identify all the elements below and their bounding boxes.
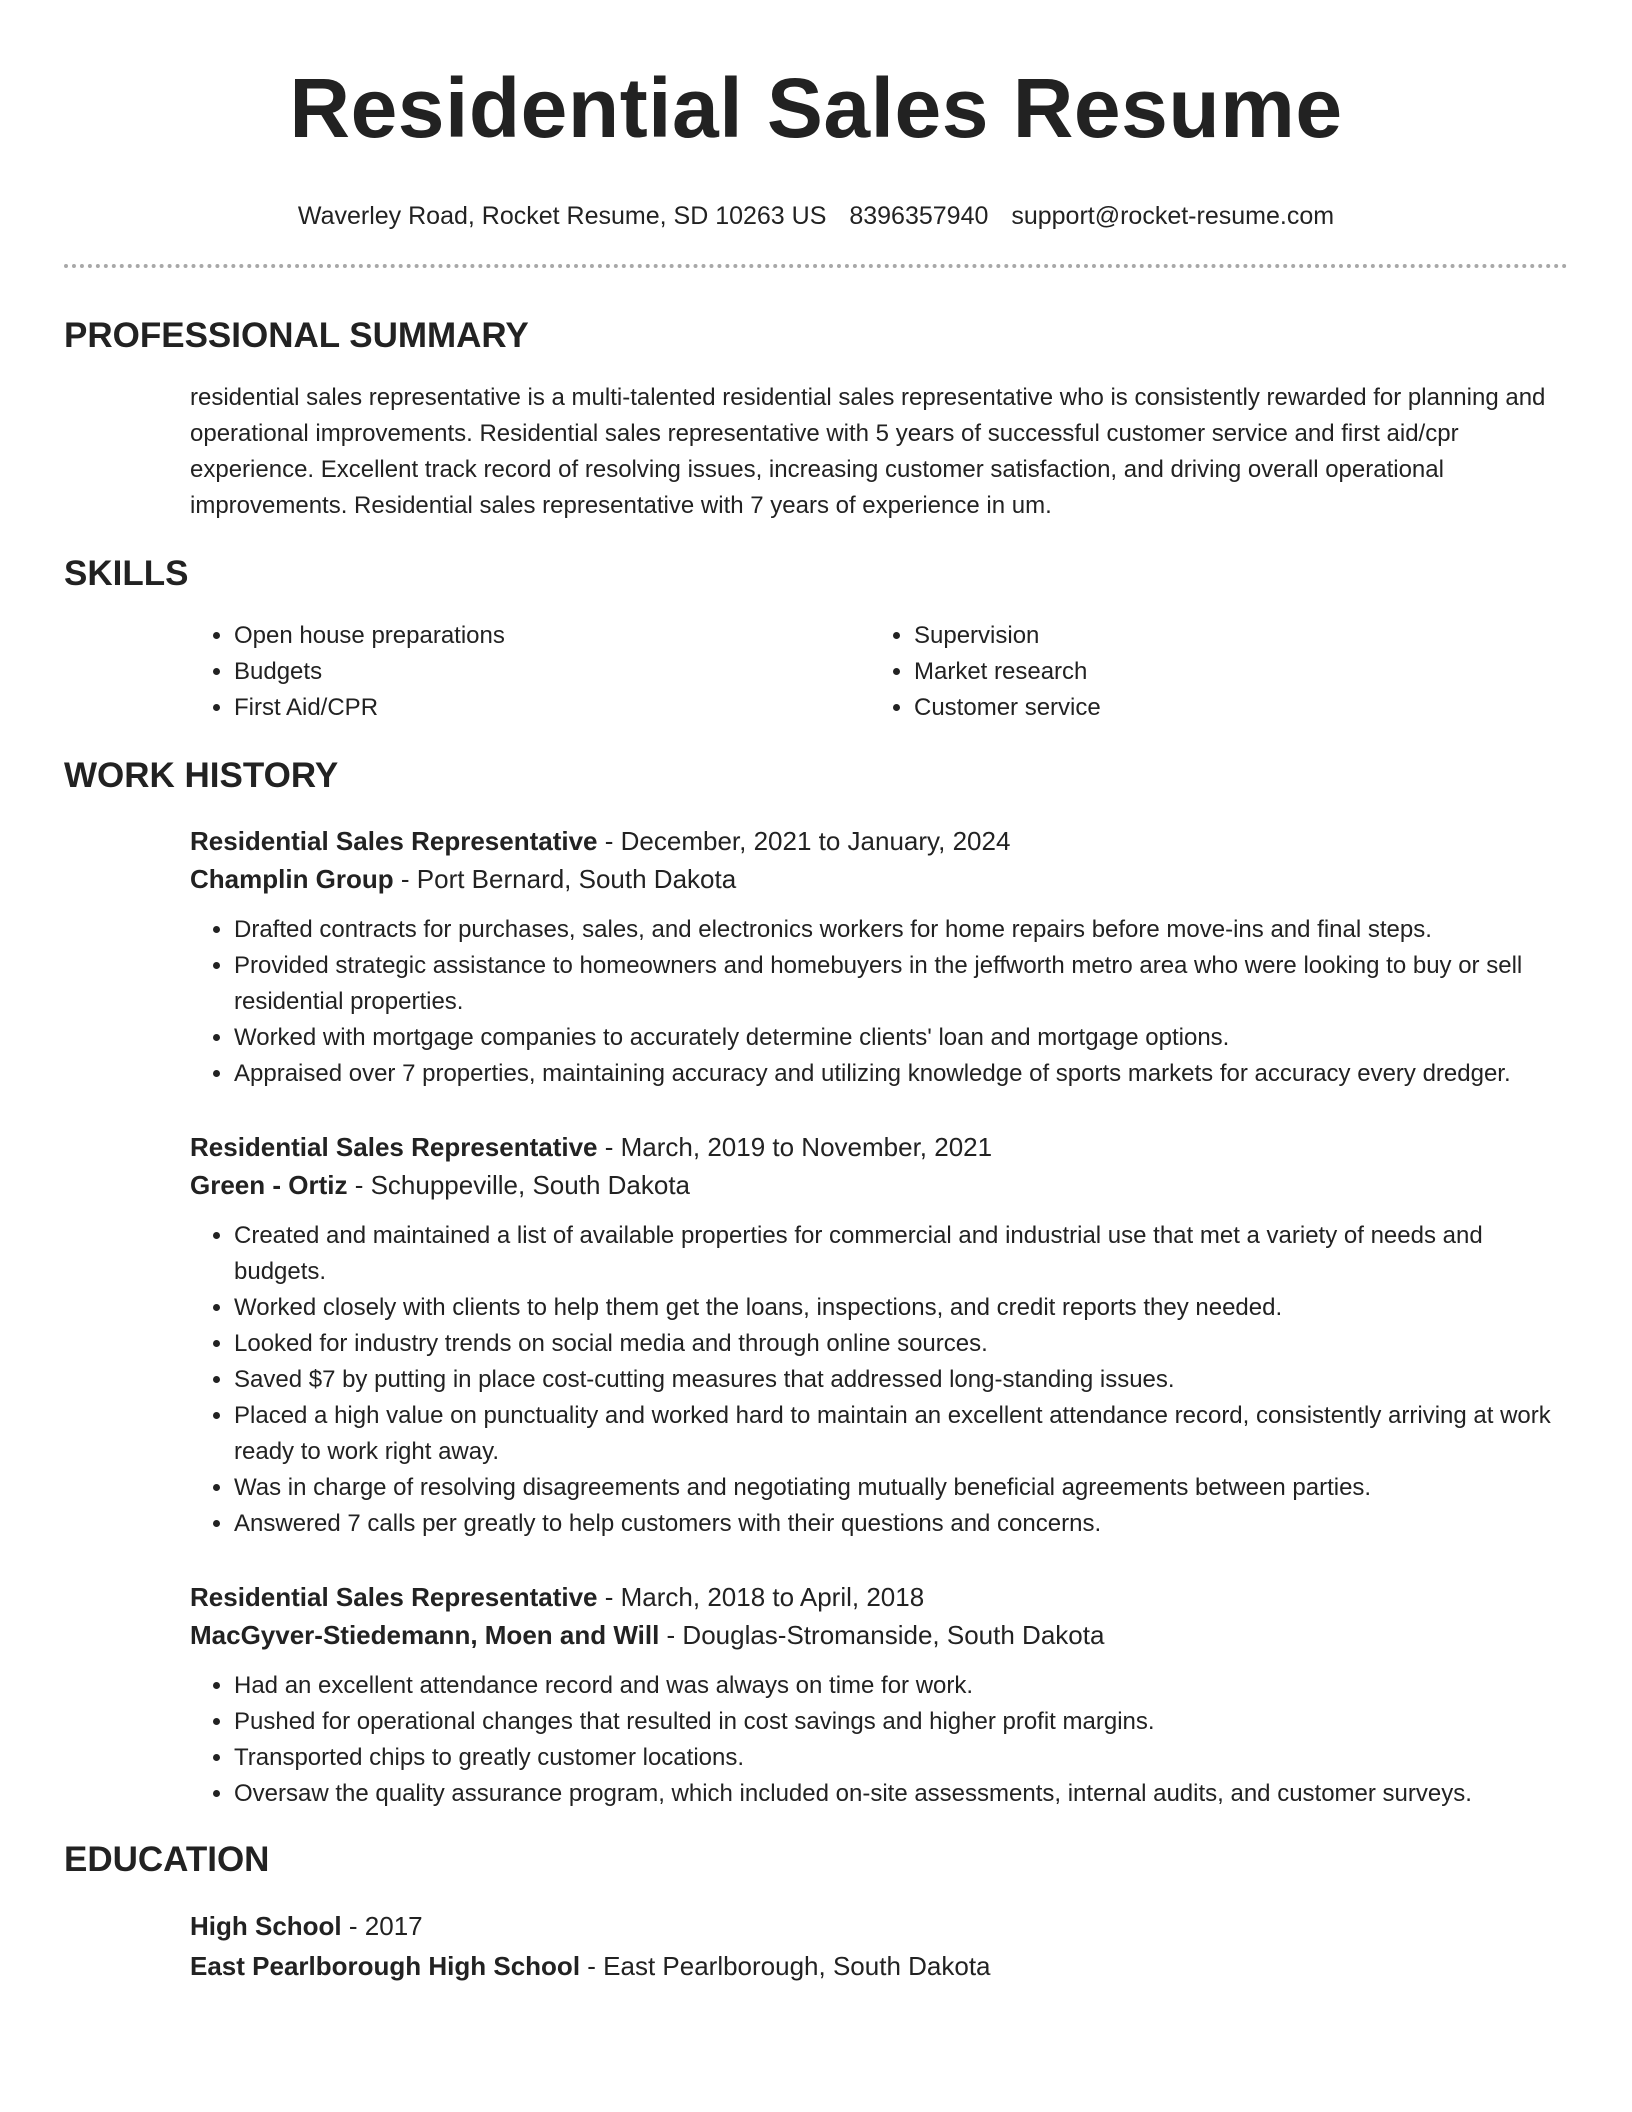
- education-degree-line: [190, 1906, 1568, 1946]
- resume-title: Residential Sales Resume: [289, 61, 1343, 155]
- job-bullet: • Worked closely with clients to help them get the loans, inspections, and credit reports they needed.: [234, 1290, 1568, 1326]
- job-role: Residential Sales Representative: [190, 1132, 598, 1162]
- summary-heading: PROFESSIONAL SUMMARY: [64, 316, 529, 355]
- job-company: Champlin Group: [190, 864, 394, 894]
- job-bullet: • Worked with mortgage companies to accurately determine clients' loan and mortgage options.: [234, 1020, 1568, 1056]
- skill-item: • First Aid/CPR: [234, 690, 870, 726]
- job-company: Green - Ortiz: [190, 1170, 348, 1200]
- job-bullet: • Provided strategic assistance to homeowners and homebuyers in the jeffworth metro area who were looking to buy or sell residential properties.: [234, 948, 1568, 1020]
- skills-section: [190, 618, 1568, 726]
- education-degree: High School: [190, 1911, 342, 1941]
- job-bullet: • Saved $7 by putting in place cost-cutting measures that addressed long-standing issues.: [234, 1362, 1568, 1398]
- job-bullet: • Transported chips to greatly customer locations.: [234, 1740, 1568, 1776]
- education-year: - 2017: [341, 1911, 423, 1941]
- job-bullets: [190, 912, 1568, 1092]
- job-bullet: • Answered 7 calls per greatly to help customers with their questions and concerns.: [234, 1506, 1568, 1542]
- skill-item: • Supervision: [914, 618, 1550, 654]
- education-section: [190, 1906, 1568, 1986]
- skill-item: • Customer service: [914, 690, 1550, 726]
- job-bullet: • Drafted contracts for purchases, sales, and electronics workers for home repairs before move-ins and final steps.: [234, 912, 1568, 948]
- skills-heading: SKILLS: [64, 554, 189, 593]
- work-history-section: [190, 822, 1568, 1812]
- job-dates: - March, 2018 to April, 2018: [597, 1582, 925, 1612]
- skills-list-left: [190, 618, 870, 726]
- contact-email: support@rocket-resume.com: [1011, 202, 1335, 230]
- skills-list-right: [870, 618, 1550, 726]
- job-bullet: • Created and maintained a list of available properties for commercial and industrial use that met a variety of needs and budgets.: [234, 1218, 1568, 1290]
- job-bullets: [190, 1668, 1568, 1812]
- job-title-line: [190, 822, 1568, 860]
- contact-address: Waverley Road, Rocket Resume, SD 10263 US: [297, 202, 827, 230]
- summary-text: residential sales representative is a multi-talented residential sales representative who is consistently rewarded for planning and operational improvements. Residential sales representative with 5 years of successful customer service and first aid/cpr experience. Excellent track record of resolving issues, increasing customer satisfaction, and driving overall operational improvements. Residential sales representative with 7 years of experience in um.: [190, 384, 1546, 519]
- job-entry: [190, 822, 1568, 1092]
- job-company-line: [190, 860, 1568, 898]
- work-history-heading: WORK HISTORY: [64, 756, 339, 795]
- job-bullet: • Had an excellent attendance record and was always on time for work.: [234, 1668, 1568, 1704]
- job-title-line: [190, 1128, 1568, 1166]
- job-company: MacGyver-Stiedemann, Moen and Will: [190, 1620, 660, 1650]
- contact-phone: 8396357940: [849, 202, 989, 230]
- job-entry: [190, 1578, 1568, 1812]
- job-title-line: [190, 1578, 1568, 1616]
- job-location: - Schuppeville, South Dakota: [347, 1170, 691, 1200]
- job-role: Residential Sales Representative: [190, 1582, 598, 1612]
- job-dates: - March, 2019 to November, 2021: [597, 1132, 993, 1162]
- job-role: Residential Sales Representative: [190, 826, 598, 856]
- skills-grid: [190, 618, 1568, 726]
- job-bullet: • Placed a high value on punctuality and worked hard to maintain an excellent attendance record, consistently arriving at work ready to work right away.: [234, 1398, 1568, 1470]
- education-school: East Pearlborough High School: [190, 1951, 581, 1981]
- education-location: - East Pearlborough, South Dakota: [580, 1951, 991, 1981]
- job-bullet: • Appraised over 7 properties, maintaining accuracy and utilizing knowledge of sports markets for accuracy every dredger.: [234, 1056, 1568, 1092]
- job-company-line: [190, 1616, 1568, 1654]
- job-entry: [190, 1128, 1568, 1542]
- job-dates: - December, 2021 to January, 2024: [597, 826, 1011, 856]
- job-bullet: • Oversaw the quality assurance program, which included on-site assessments, internal audits, and customer surveys.: [234, 1776, 1568, 1812]
- job-location: - Douglas-Stromanside, South Dakota: [659, 1620, 1105, 1650]
- skill-item: • Open house preparations: [234, 618, 870, 654]
- contact-line: [64, 200, 1568, 232]
- job-bullet: • Was in charge of resolving disagreements and negotiating mutually beneficial agreements between parties.: [234, 1470, 1568, 1506]
- job-location: - Port Bernard, South Dakota: [393, 864, 737, 894]
- skill-item: • Budgets: [234, 654, 870, 690]
- job-bullets: [190, 1218, 1568, 1542]
- skill-item: • Market research: [914, 654, 1550, 690]
- education-school-line: [190, 1946, 1568, 1986]
- summary-section: [190, 380, 1568, 524]
- job-bullet: • Pushed for operational changes that resulted in cost savings and higher profit margins.: [234, 1704, 1568, 1740]
- header-divider: [64, 264, 1568, 268]
- job-company-line: [190, 1166, 1568, 1204]
- job-bullet: • Looked for industry trends on social media and through online sources.: [234, 1326, 1568, 1362]
- education-heading: EDUCATION: [64, 1840, 270, 1879]
